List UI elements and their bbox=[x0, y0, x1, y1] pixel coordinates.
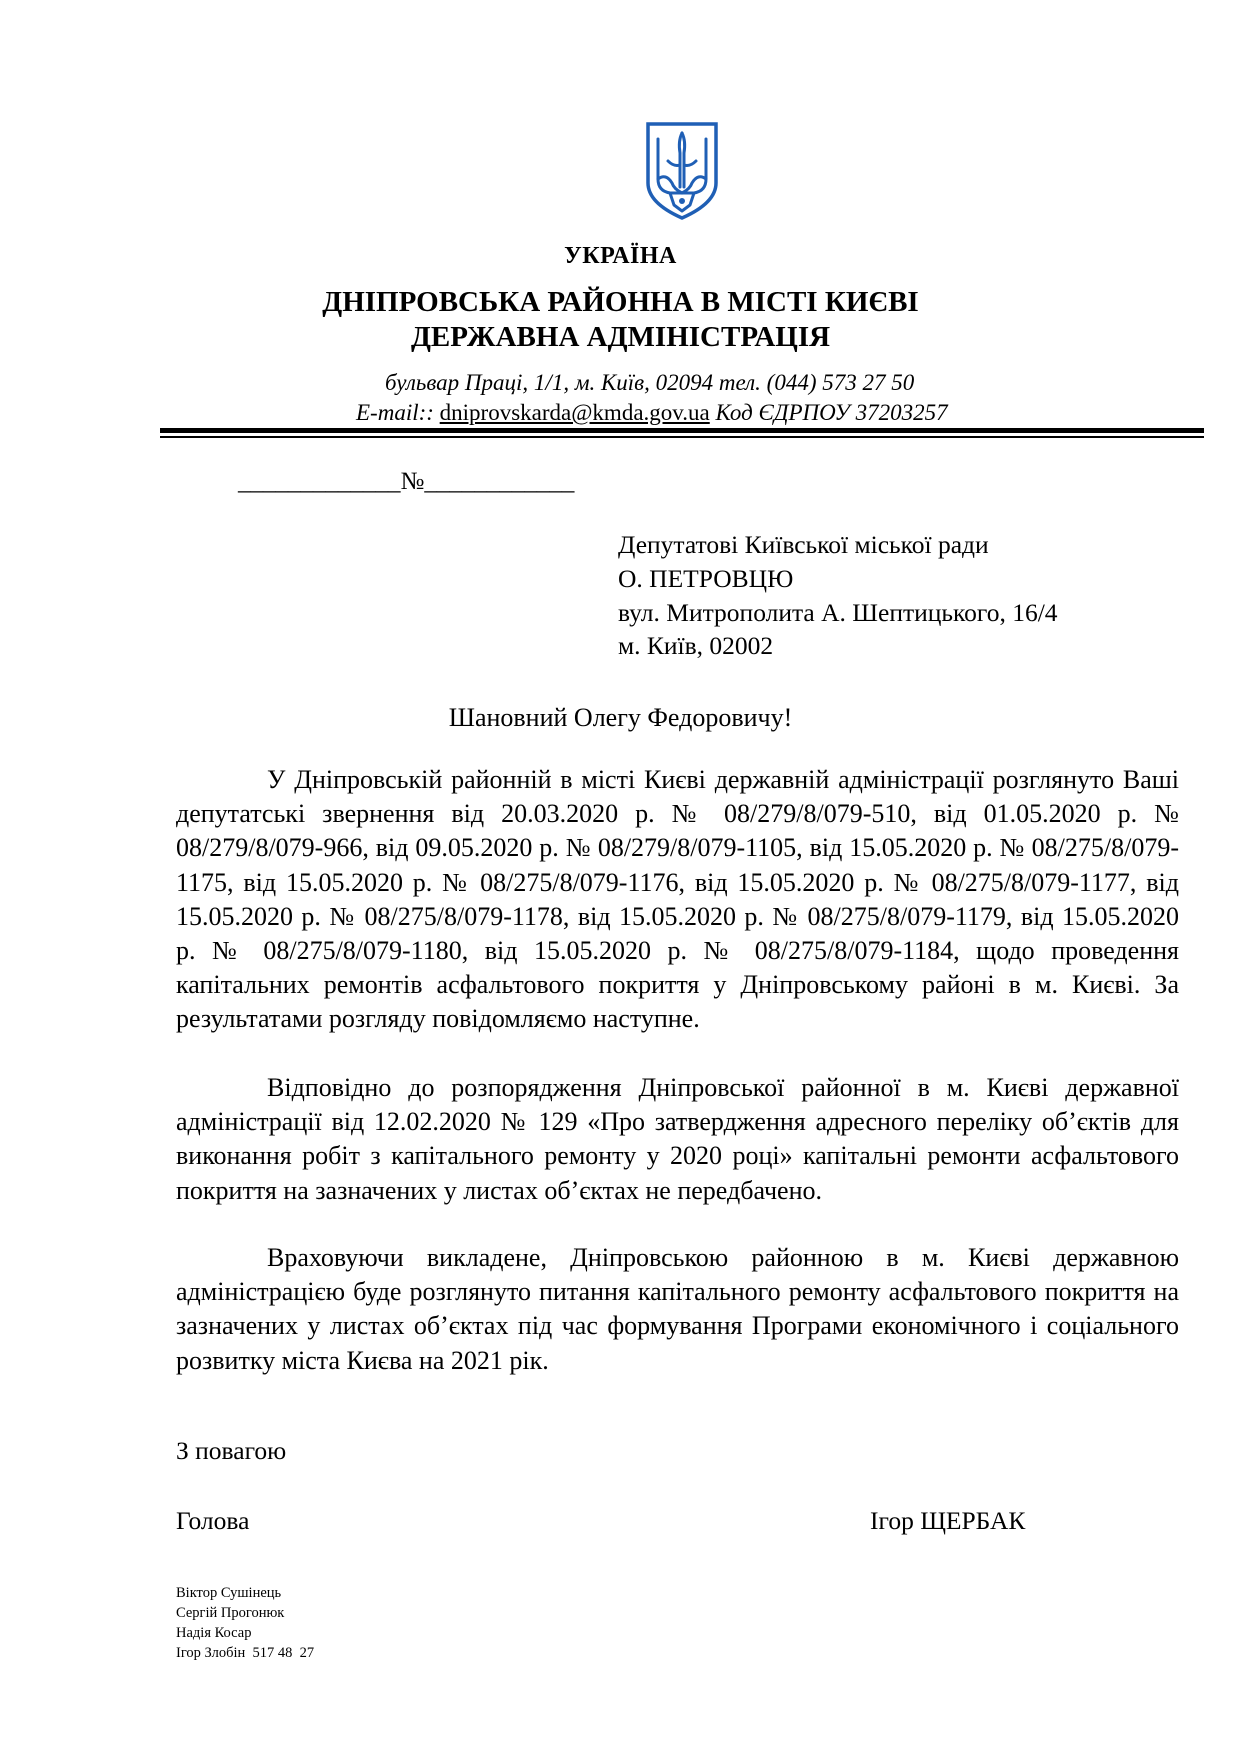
body-paragraph-3: Враховуючи викладене, Дніпровською районною в м. Києві державною адміністрацією буде розглянуто питання капітального ремонту асфальтового покриття на зазначених у листах об’єктах під час формування Програми економічного і соціального розвитку міста Києва на 2021 рік. bbox=[176, 1243, 1179, 1375]
executors-list bbox=[176, 1583, 314, 1663]
executor-item: Віктор Сушінець bbox=[176, 1585, 282, 1601]
recipient-street: вул. Митрополита А. Шептицького, 16/4 bbox=[618, 598, 1058, 627]
closing-regards: З повагою bbox=[176, 1436, 287, 1465]
executor-item: Сергій Прогонюк bbox=[176, 1605, 285, 1621]
executor-item: Ігор Злобін 517 48 27 bbox=[176, 1645, 315, 1661]
salutation: Шановний Олегу Федоровичу! bbox=[448, 703, 793, 732]
country-title: УКРАЇНА bbox=[564, 243, 677, 269]
signer-position: Голова bbox=[176, 1506, 250, 1535]
recipient-city: м. Київ, 02002 bbox=[618, 631, 774, 660]
recipient-position: Депутатові Київської міської ради bbox=[618, 530, 989, 559]
registration-number-line: _____________№____________ bbox=[238, 468, 575, 495]
recipient-name: О. ПЕТРОВЦЮ bbox=[618, 564, 794, 593]
organization-address: бульвар Праці, 1/1, м. Київ, 02094 тел. (044) 573 27 50 bbox=[385, 370, 915, 395]
header-rule-thick bbox=[160, 428, 1204, 433]
body-paragraph-1: У Дніпровській районній в місті Києві державній адміністрації розглянуто Ваші депутатські звернення від 20.03.2020 р. № 08/279/8/079-510, від 01.05.2020 р. № 08/279/8/079-966, від 09.05.2020 р. № 08/279/8/079-1105, від 15.05.2020 р. № 08/275/8/079-1175, від 15.05.2020 р. № 08/275/8/079-1176, від 15.05.2020 р. № 08/275/8/079-1177, від 15.05.2020 р. № 08/275/8/079-1178, від 15.05.2020 р. № 08/275/8/079-1179, від 15.05.2020 р. № 08/275/8/079-1180, від 15.05.2020 р. № 08/275/8/079-1184, щодо проведення капітальних ремонтів асфальтового покриття у Дніпровському районі в м. Києві. За результатами розгляду повідомляємо наступне. bbox=[176, 765, 1179, 1034]
coat-of-arms-icon bbox=[644, 121, 720, 221]
organization-name-line1: ДНІПРОВСЬКА РАЙОННА В МІСТІ КИЄВІ bbox=[322, 286, 919, 318]
contact-line bbox=[356, 400, 948, 426]
organization-name-line2: ДЕРЖАВНА АДМІНІСТРАЦІЯ bbox=[410, 321, 831, 353]
body-paragraph-2: Відповідно до розпорядження Дніпровської районної в м. Києві державної адміністрації від 12.02.2020 № 129 «Про затвердження адресного переліку об’єктів для виконання робіт з капітального ремонту у 2020 році» капітальні ремонти асфальтового покриття на зазначених у листах об’єктах не передбачено. bbox=[176, 1073, 1179, 1205]
email-label: E-mail:: bbox=[356, 400, 434, 425]
executor-item: Надія Косар bbox=[176, 1625, 252, 1641]
signer-name: Ігор ЩЕРБАК bbox=[870, 1506, 1026, 1535]
header-rule-thin bbox=[160, 436, 1204, 438]
email-link[interactable]: dniprovskarda@kmda.gov.ua bbox=[439, 400, 710, 425]
edrpou-code: Код ЄДРПОУ 37203257 bbox=[715, 400, 948, 425]
